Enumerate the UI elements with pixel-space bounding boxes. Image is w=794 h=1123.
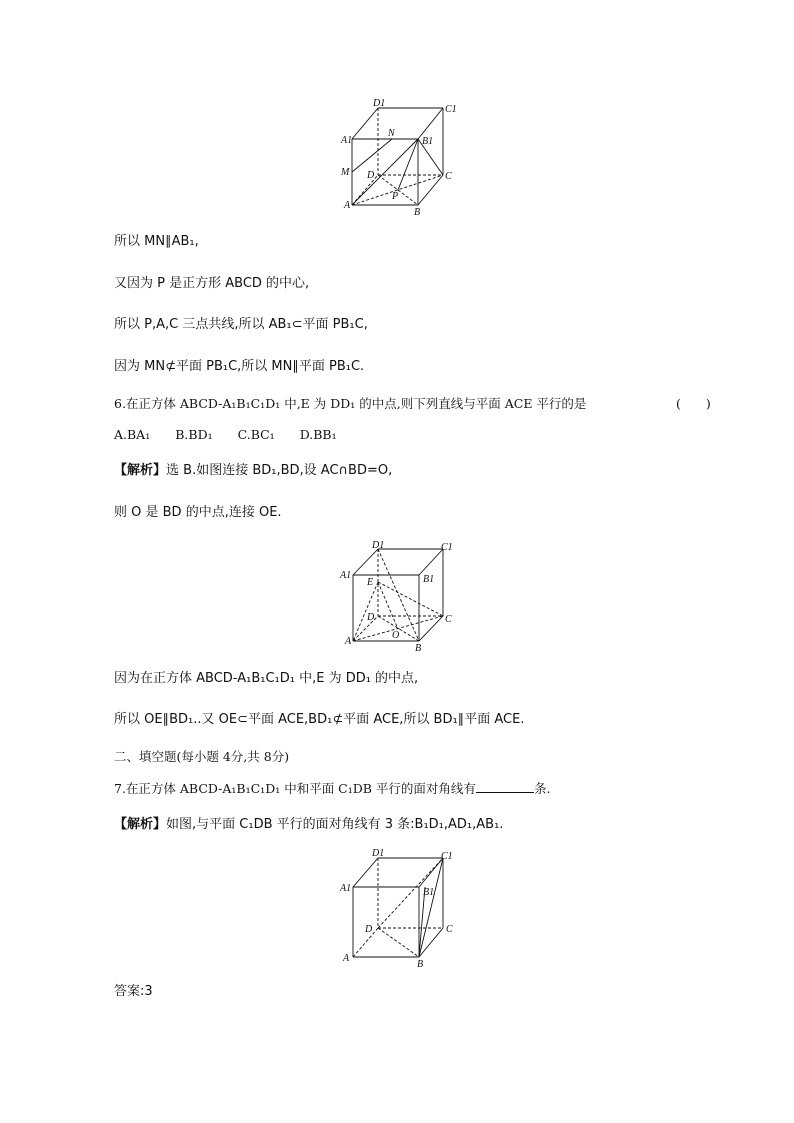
label-D: D [367, 612, 375, 623]
label-A: A [344, 200, 351, 211]
label-P: P [392, 191, 399, 202]
answer-line: 答案:3 [114, 984, 153, 999]
text-line: 所以 OE∥BD₁..又 OE⊂平面 ACE,BD₁⊄平面 ACE,所以 BD₁∥平面 ACE. [114, 712, 525, 727]
label-B: B [415, 643, 422, 654]
label-C: C [445, 614, 452, 625]
question-7-stem-b: 条. [533, 781, 551, 796]
analysis-line [114, 816, 503, 834]
analysis-tag: 【解析】 [114, 817, 167, 832]
cube-figure-3 [335, 845, 465, 970]
answer-paren: ( ) [676, 396, 711, 411]
analysis-text: 如图,与平面 C₁DB 平行的面对角线有 3 条:B₁D₁,AD₁,AB₁. [166, 817, 504, 832]
question-7-stem [114, 780, 550, 798]
label-O: O [392, 630, 400, 641]
label-B: B [417, 959, 424, 970]
analysis-text: 选 B.如图连接 BD₁,BD,设 AC∩BD=O, [166, 463, 393, 478]
label-D1: D1 [372, 848, 385, 859]
analysis-line [114, 462, 392, 480]
label-B1: B1 [423, 574, 435, 585]
text-line: 因为 MN⊄平面 PB₁C,所以 MN∥平面 PB₁C. [114, 359, 365, 374]
label-C: C [446, 924, 453, 935]
label-A1: A1 [341, 135, 353, 146]
answer-blank [476, 780, 534, 793]
text-line: 所以 MN∥AB₁, [114, 234, 199, 249]
label-C: C [445, 171, 452, 182]
analysis-tag: 【解析】 [114, 463, 167, 478]
label-D1: D1 [373, 98, 386, 109]
text-line: 所以 P,A,C 三点共线,所以 AB₁⊂平面 PB₁C, [114, 317, 368, 332]
label-C1: C1 [445, 104, 457, 115]
section-title: 二、填空题(每小题 4分,共 8分) [114, 749, 290, 764]
label-A: A [345, 636, 352, 647]
label-A: A [343, 953, 350, 964]
text-line: 因为在正方体 ABCD-A₁B₁C₁D₁ 中,E 为 DD₁ 的中点, [114, 671, 419, 686]
question-6-options: A.BA₁ B.BD₁ C.BC₁ D.BB₁ [114, 427, 337, 442]
label-A1: A1 [340, 883, 352, 894]
label-C1: C1 [441, 851, 453, 862]
question-6-stem: 6.在正方体 ABCD-A₁B₁C₁D₁ 中,E 为 DD₁ 的中点,则下列直线与平面 ACE 平行的是 [114, 396, 587, 411]
text-line: 又因为 P 是正方形 ABCD 的中心, [114, 276, 310, 291]
label-E: E [367, 577, 374, 588]
question-7-stem-a: 7.在正方体 ABCD-A₁B₁C₁D₁ 中和平面 C₁DB 平行的面对角线有 [114, 781, 476, 796]
label-D1: D1 [372, 540, 385, 551]
label-B1: B1 [422, 136, 434, 147]
label-B1: B1 [423, 887, 435, 898]
cube-figure-2 [335, 538, 465, 658]
label-B: B [414, 207, 421, 218]
label-M: M [341, 167, 350, 178]
label-D: D [367, 170, 375, 181]
text-line: 则 O 是 BD 的中点,连接 OE. [114, 505, 282, 520]
cube-figure-1 [330, 95, 470, 220]
label-C1: C1 [441, 542, 453, 553]
label-D: D [365, 924, 373, 935]
label-N: N [388, 128, 395, 139]
label-A1: A1 [340, 570, 352, 581]
